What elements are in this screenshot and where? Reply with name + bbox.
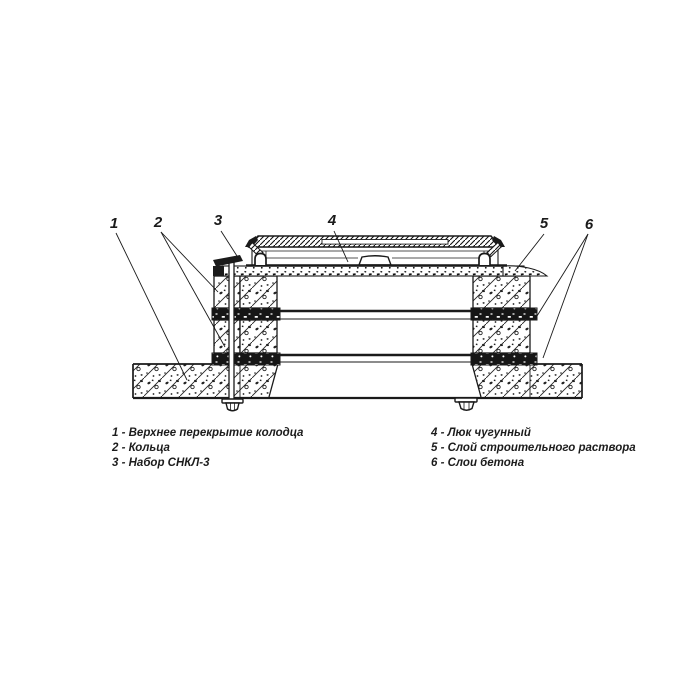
ring-block xyxy=(214,320,240,353)
right-ring-wall xyxy=(471,276,537,365)
mortar-bulge-right xyxy=(503,266,547,276)
ring-block xyxy=(240,320,277,353)
leader-3 xyxy=(221,231,237,256)
legend-item-5: 5 - Слой строительного раствора xyxy=(431,442,636,455)
callout-3: 3 xyxy=(213,212,223,229)
callout-5: 5 xyxy=(539,215,549,232)
legend-item-2: 2 - Кольца xyxy=(112,442,170,455)
concrete-layer-band xyxy=(471,353,537,365)
legend-item-3: 3 - Набор СНКЛ-3 xyxy=(112,457,210,470)
clamp-pad xyxy=(214,266,224,273)
legend-item-6: 6 - Слои бетона xyxy=(431,457,525,470)
shaft-interior-lines xyxy=(277,311,473,362)
well-top-slab xyxy=(133,363,582,398)
frame-center-rib xyxy=(359,256,391,265)
legend-right-column xyxy=(431,426,636,472)
ring-block xyxy=(473,320,530,353)
legend-item-1: 1 - Верхнее перекрытие колодца xyxy=(112,427,304,439)
concrete-layer-band xyxy=(212,308,280,320)
callout-6: 6 xyxy=(584,216,594,233)
right-anchor-bolt xyxy=(455,398,477,410)
ring-block xyxy=(473,276,530,308)
leader-1 xyxy=(116,233,187,380)
ring-block xyxy=(240,276,277,308)
left-ring-wall xyxy=(212,276,280,365)
shaft-opening xyxy=(269,363,481,397)
mortar-layer xyxy=(213,266,547,276)
callout-numbers xyxy=(110,212,594,233)
legend-item-4: 4 - Люк чугунный xyxy=(431,427,531,439)
callout-1: 1 xyxy=(109,215,119,232)
callout-4: 4 xyxy=(327,212,337,229)
legend-left-column xyxy=(112,426,303,472)
cast-iron-hatch xyxy=(245,236,507,266)
cover-recess-panel xyxy=(322,240,448,245)
callout-2: 2 xyxy=(153,214,163,231)
clamp-bar xyxy=(213,255,243,267)
leader-5 xyxy=(515,234,544,271)
concrete-layer-band xyxy=(471,308,537,320)
rod-bottom-nut xyxy=(222,399,243,411)
concrete-layer-band xyxy=(212,353,280,365)
